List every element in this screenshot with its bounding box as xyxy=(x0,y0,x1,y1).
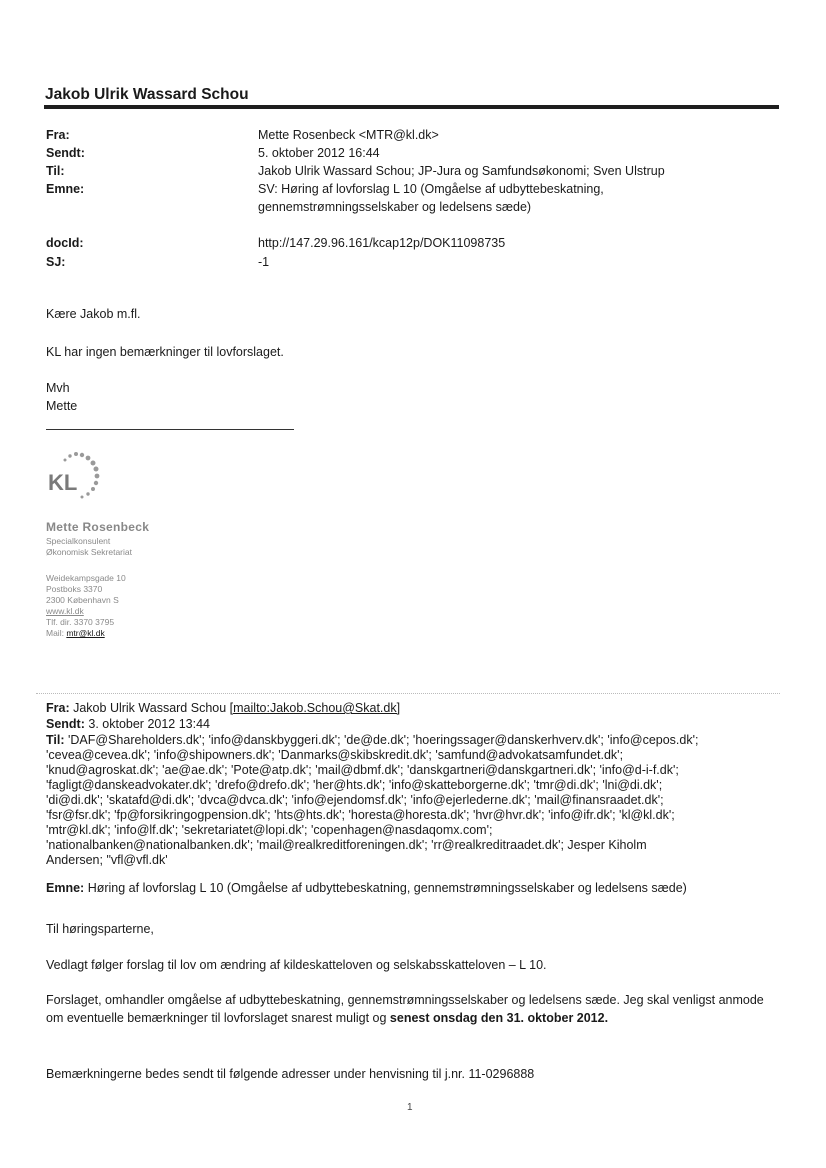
signature-website-link[interactable]: www.kl.dk xyxy=(46,606,84,616)
signature-name: Mette Rosenbeck xyxy=(46,520,150,534)
forward-subject-row xyxy=(46,881,776,896)
forward-to-line: 'di@di.dk'; 'skatafd@di.dk'; 'dvca@dvca.dk'; 'info@ejendomsf.dk'; 'info@ejerlederne.dk'; 'mail@finansraadet.dk'; xyxy=(46,793,664,807)
kl-logo xyxy=(46,450,116,505)
forward-from-label: Fra: xyxy=(46,701,70,715)
signature-address-pobox: Postboks 3370 xyxy=(46,584,103,594)
signature-mail-row xyxy=(46,628,105,639)
forward-from-mailto-link[interactable]: [mailto:Jakob.Schou@Skat.dk] xyxy=(229,701,401,715)
signature-mail-link[interactable]: mtr@kl.dk xyxy=(66,628,105,638)
forward-from-name: Jakob Ulrik Wassard Schou xyxy=(73,701,227,715)
signature-address-city: 2300 København S xyxy=(46,595,119,605)
letter-paragraph-3: Bemærkningerne bedes sendt til følgende adresser under henvisning til j.nr. 11-0296888 xyxy=(46,1067,535,1081)
reply-closing: Mvh xyxy=(46,381,70,395)
letter-salutation: Til høringsparterne, xyxy=(46,922,154,936)
reply-greeting: Kære Jakob m.fl. xyxy=(46,307,141,321)
forward-sent-value: 3. oktober 2012 13:44 xyxy=(88,717,210,731)
forward-to-line: 'fagligt@danskeadvokater.dk'; 'drefo@drefo.dk'; 'her@hts.dk'; 'info@skatteborgerne.dk'; 'tmr@di.dk'; 'lni@di.dk'; xyxy=(46,778,663,792)
header-rule xyxy=(44,105,779,109)
docid-value: http://147.29.96.161/kcap12p/DOK11098735 xyxy=(258,236,506,250)
letter-deadline: senest onsdag den 31. oktober 2012. xyxy=(389,1011,609,1025)
signature-divider xyxy=(46,429,294,430)
from-value: Mette Rosenbeck <MTR@kl.dk> xyxy=(258,128,439,142)
document-owner-title: Jakob Ulrik Wassard Schou xyxy=(45,86,249,103)
kl-logo-text: KL xyxy=(48,470,78,495)
subject-value-line2: gennemstrømningsselskaber og ledelsens sæde) xyxy=(258,200,532,214)
docid-label: docId: xyxy=(46,236,84,250)
forward-sent-row xyxy=(46,717,776,732)
sent-label: Sendt: xyxy=(46,146,85,160)
to-label: Til: xyxy=(46,164,65,178)
sj-label: SJ: xyxy=(46,255,66,269)
forward-separator xyxy=(36,693,780,694)
signature-address-street: Weidekampsgade 10 xyxy=(46,573,126,583)
sent-value: 5. oktober 2012 16:44 xyxy=(258,146,380,160)
forward-to-block xyxy=(46,733,776,868)
signature-phone: Tlf. dir. 3370 3795 xyxy=(46,617,115,627)
forward-to-line: 'knud@agroskat.dk'; 'ae@ae.dk'; 'Pote@atp.dk'; 'mail@dbmf.dk'; 'danskgartneri@danskgartneri.dk'; 'info@d-i-f.dk'; xyxy=(46,763,679,777)
forward-to-line: 'nationalbanken@nationalbanken.dk'; 'mail@realkreditforeningen.dk'; 'rr@realkreditraadet.dk'; Jesper Kiholm xyxy=(46,838,647,852)
reply-text: KL har ingen bemærkninger til lovforslaget. xyxy=(46,345,284,359)
forward-to-line: 'fsr@fsr.dk'; 'fp@forsikringogpension.dk'; 'hts@hts.dk'; 'horesta@horesta.dk'; 'hvr@hvr.dk'; 'info@ifr.dk'; 'kl@kl.dk'; xyxy=(46,808,675,822)
forward-subject-value: Høring af lovforslag L 10 (Omgåelse af udbyttebeskatning, gennemstrømningsselskaber og ledelsens sæde) xyxy=(87,881,687,895)
to-value: Jakob Ulrik Wassard Schou; JP-Jura og Samfundsøkonomi; Sven Ulstrup xyxy=(258,164,665,178)
forward-from-row xyxy=(46,701,776,716)
reply-signoff-name: Mette xyxy=(46,399,78,413)
forward-subject-label: Emne: xyxy=(46,881,85,895)
forward-sent-label: Sendt: xyxy=(46,717,85,731)
signature-mail-label: Mail: xyxy=(46,628,64,638)
letter-paragraph-2 xyxy=(46,991,781,1027)
signature-department: Økonomisk Sekretariat xyxy=(46,547,132,557)
forward-to-line: Til: 'DAF@Shareholders.dk'; 'info@danskbyggeri.dk'; 'de@de.dk'; 'hoeringssager@danskerhverv.dk'; 'info@cepos.dk'; xyxy=(46,733,699,747)
forward-to-line: Andersen; "vfl@vfl.dk' xyxy=(46,853,168,867)
forward-to-line: 'cevea@cevea.dk'; 'info@shipowners.dk'; 'Danmarks@skibskredit.dk'; 'samfund@advokatsamfundet.dk'; xyxy=(46,748,624,762)
forward-to-label: Til: xyxy=(46,733,65,747)
forward-to-line: 'mtr@kl.dk'; 'info@lf.dk'; 'sekretariatet@lopi.dk'; 'copenhagen@nasdaqomx.com'; xyxy=(46,823,493,837)
letter-paragraph-1: Vedlagt følger forslag til lov om ændring af kildeskatteloven og selskabsskatteloven – L 10. xyxy=(46,958,547,972)
subject-value-line1: SV: Høring af lovforslag L 10 (Omgåelse af udbyttebeskatning, xyxy=(258,182,604,196)
sj-value: -1 xyxy=(258,255,270,269)
subject-label: Emne: xyxy=(46,182,85,196)
letter-paragraph-2-text: Forslaget, omhandler omgåelse af udbyttebeskatning, gennemstrømningsselskaber og ledelsens sæde. Jeg skal venligst anmode om eventuelle bemærkninger til lovforslaget snarest muligt og xyxy=(46,993,764,1025)
page-number: 1 xyxy=(407,1102,413,1113)
signature-title: Specialkonsulent xyxy=(46,536,111,546)
from-label: Fra: xyxy=(46,128,70,142)
